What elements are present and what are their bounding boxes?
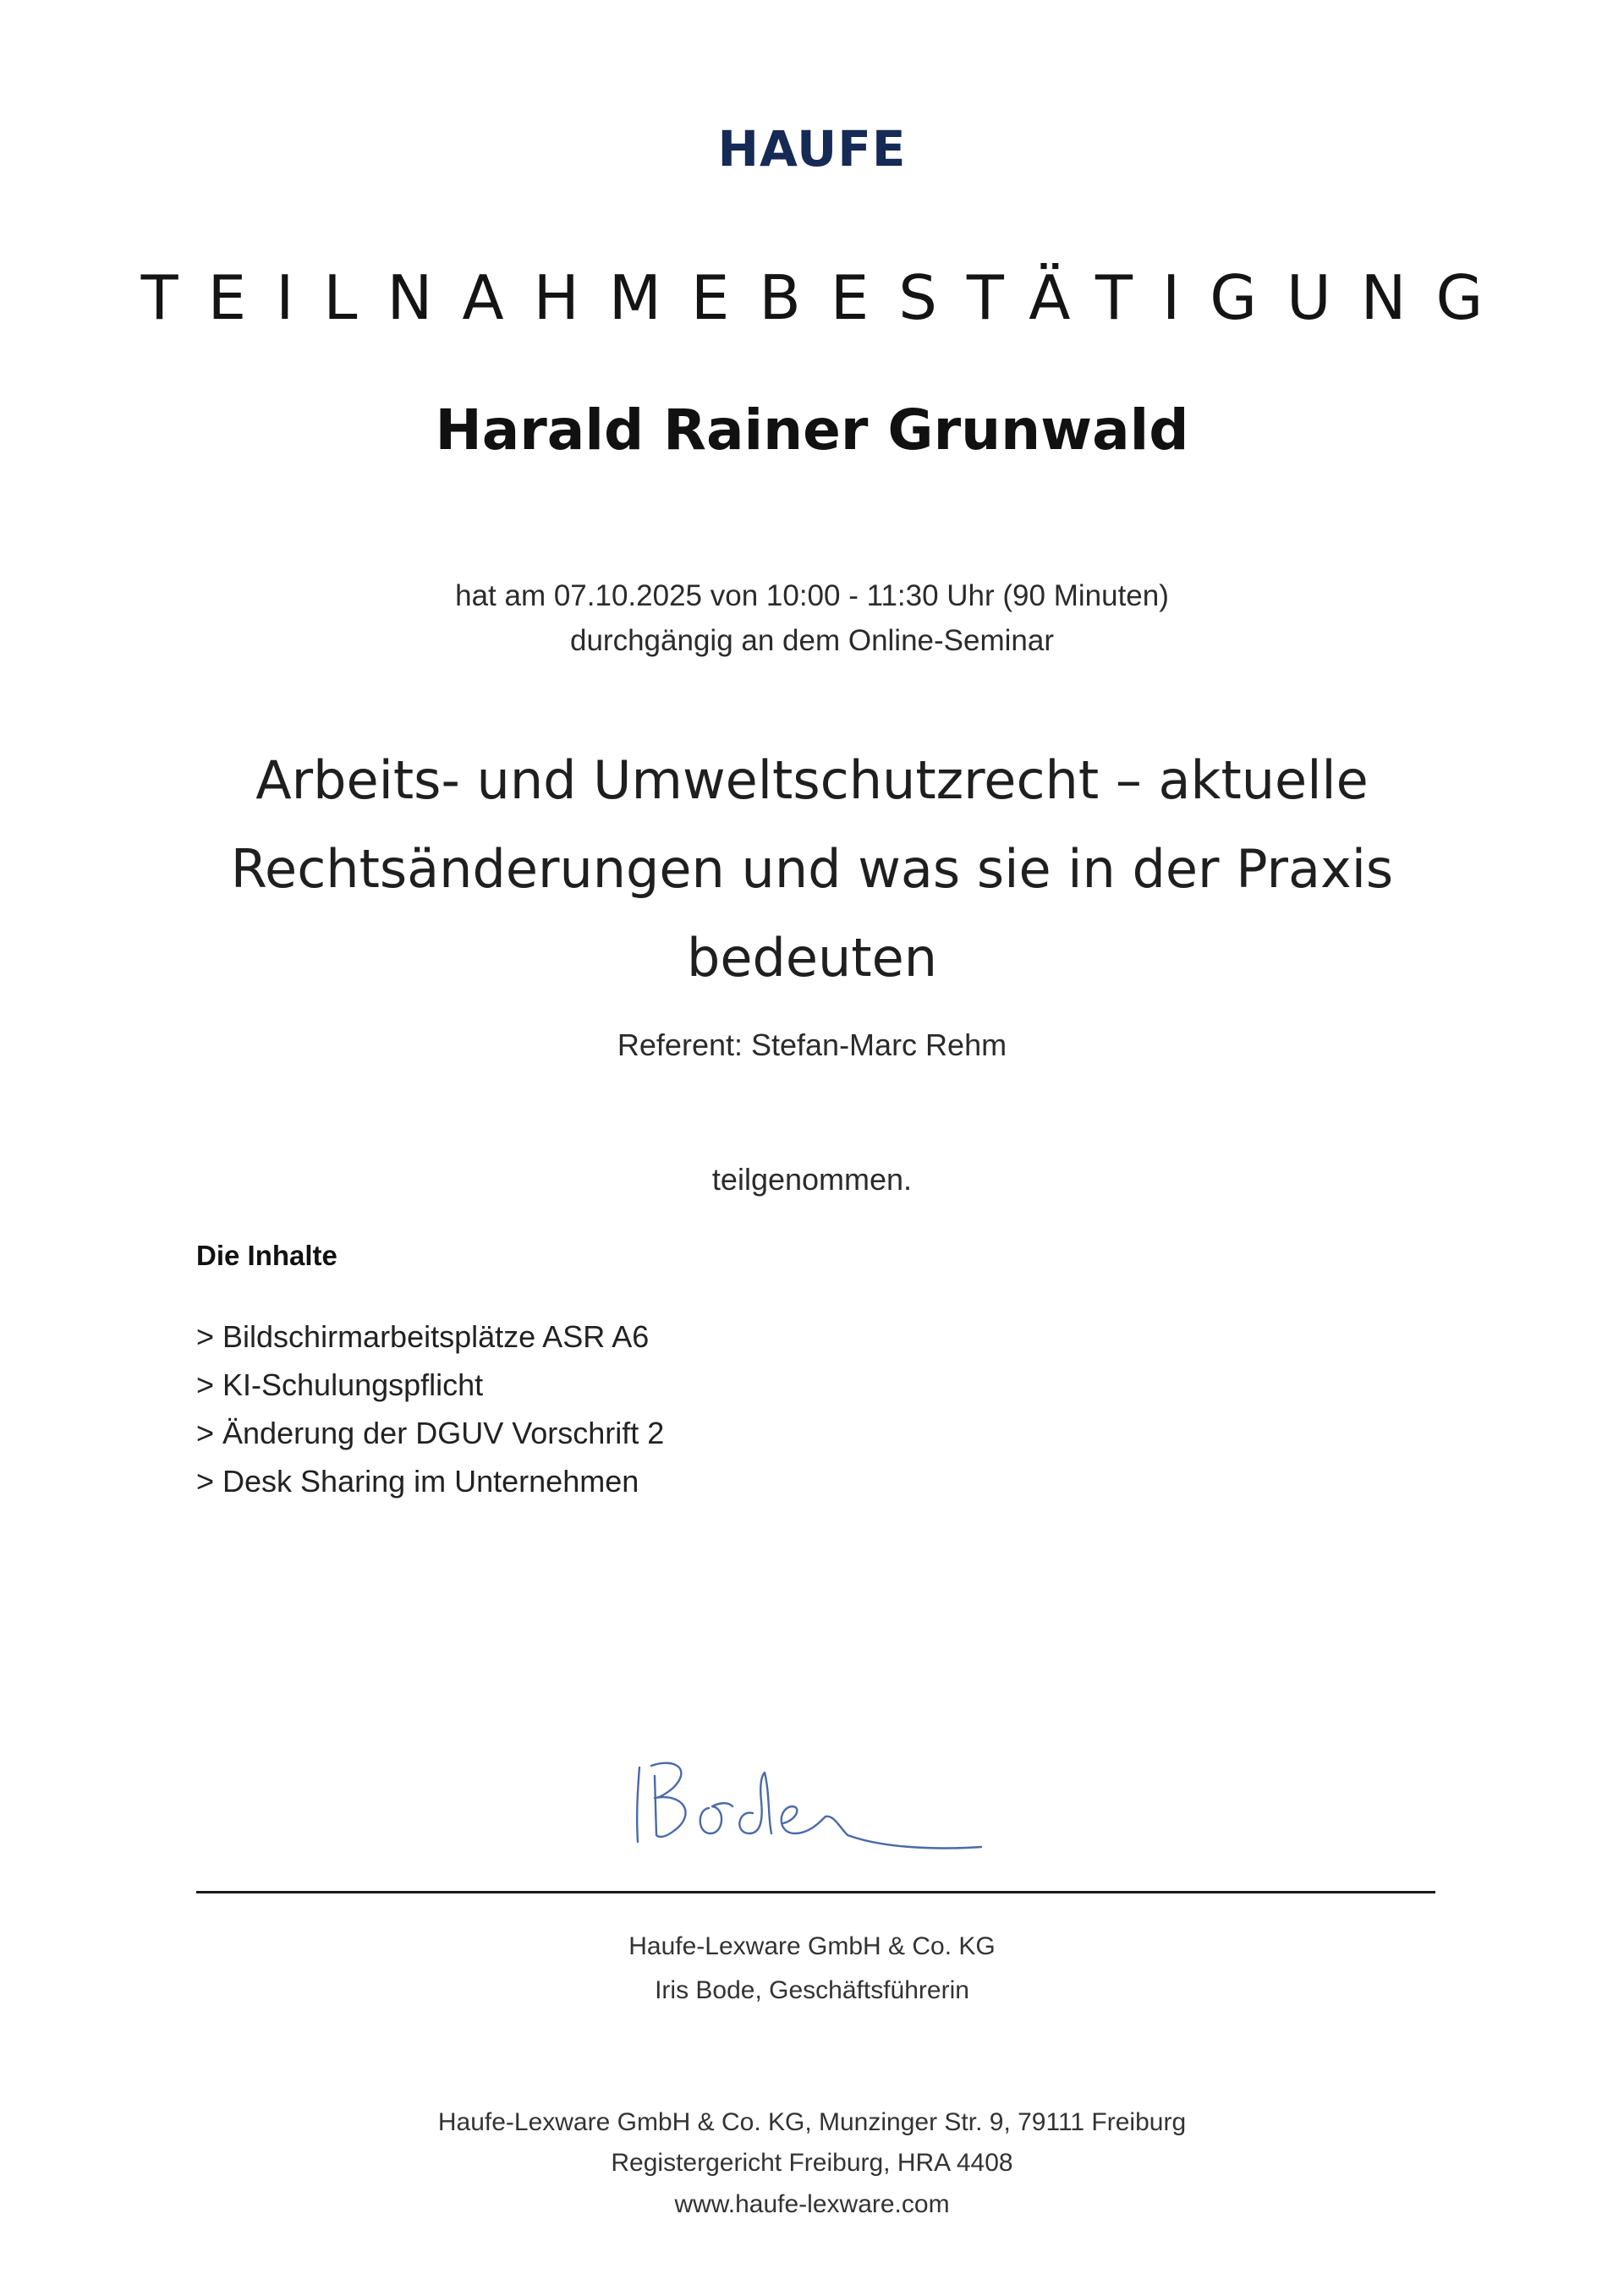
footer-address: Haufe-Lexware GmbH & Co. KG, Munzinger Str. 9, 79111 Freiburg — [437, 2108, 1187, 2136]
signatory-company: Haufe-Lexware GmbH & Co. KG — [628, 1932, 996, 1960]
contents-item: > KI-Schulungspflicht — [196, 1367, 484, 1402]
contents-list — [196, 1312, 664, 1505]
seminar-intro-line: durchgängig an dem Online-Seminar — [570, 624, 1054, 657]
signatory-name-role: Iris Bode, Geschäftsführerin — [655, 1976, 969, 2004]
contents-heading: Die Inhalte — [196, 1240, 337, 1271]
contents-item: > Desk Sharing im Unternehmen — [196, 1464, 639, 1499]
contents-item: > Bildschirmarbeitsplätze ASR A6 — [196, 1319, 650, 1354]
footer-website: www.haufe-lexware.com — [674, 2190, 950, 2218]
handwritten-signature — [626, 1742, 998, 1877]
contents-item: > Änderung der DGUV Vorschrift 2 — [196, 1416, 665, 1450]
participant-name: Harald Rainer Grunwald — [435, 397, 1189, 463]
date-line: hat am 07.10.2025 von 10:00 - 11:30 Uhr (90 Minuten) — [455, 579, 1169, 612]
document-title: TEILNAHMEBESTÄTIGUNG — [140, 262, 1513, 333]
haufe-logo: HAUFE — [717, 120, 907, 178]
participated-line: teilgenommen. — [711, 1162, 913, 1197]
seminar-title: Arbeits- und Umweltschutzrecht – aktuelle Rechtsänderungen und was sie in der Praxis bedeuten — [230, 749, 1394, 989]
footer-register: Registergericht Freiburg, HRA 4408 — [611, 2149, 1013, 2177]
signature-line — [196, 1891, 1435, 1893]
speaker-line: Referent: Stefan-Marc Rehm — [617, 1027, 1007, 1062]
